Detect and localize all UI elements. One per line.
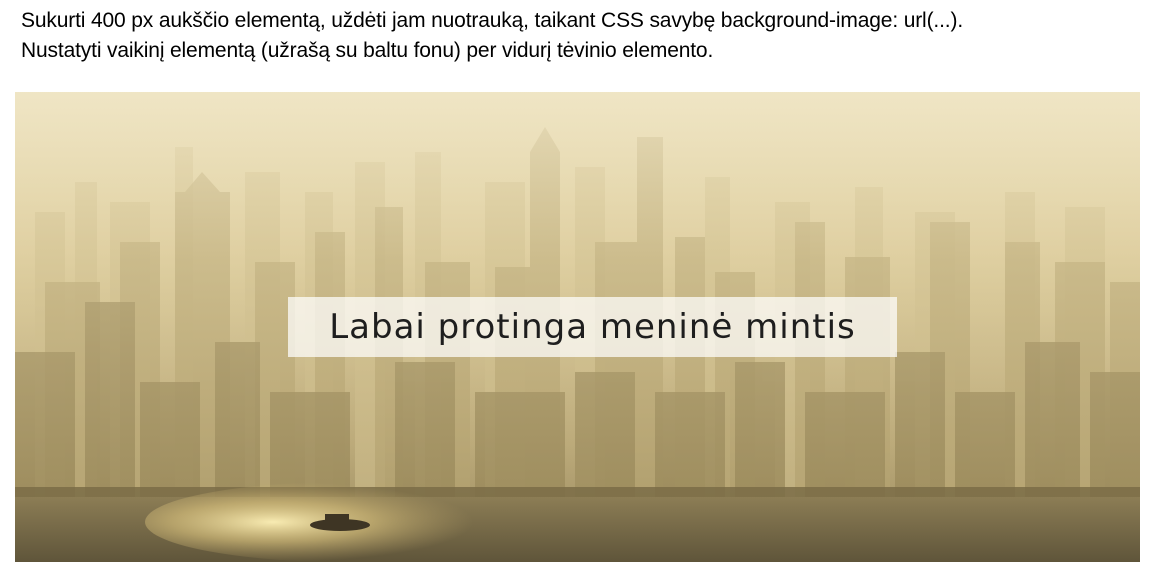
task-line-2: Nustatyti vaikinį elementą (užrašą su baltu fonu) per vidurį tėvinio elemento. [21, 39, 714, 62]
hero-caption [288, 297, 897, 357]
task-description [21, 6, 1151, 66]
hero-background-image [15, 92, 1140, 562]
hero-caption-text: Labai protinga meninė mintis [329, 307, 856, 347]
task-line-1: Sukurti 400 px aukščio elementą, uždėti jam nuotrauką, taikant CSS savybę background-image: url(...). [21, 9, 964, 32]
